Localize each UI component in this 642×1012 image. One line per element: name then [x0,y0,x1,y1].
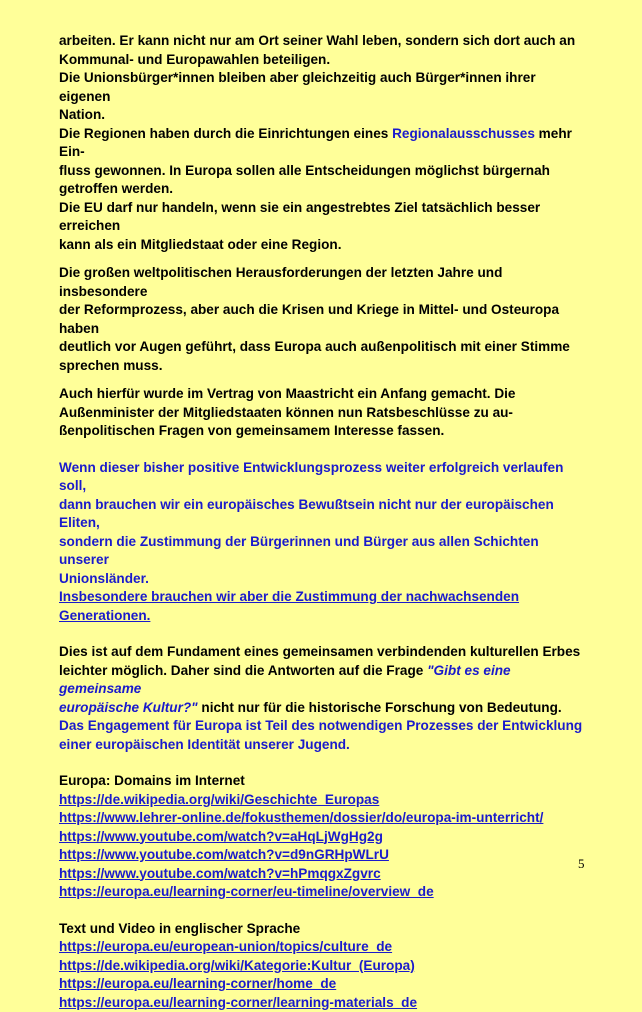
text-line: Die großen weltpolitischen Herausforderungen der letzten Jahre und insbesondere [59,265,503,299]
paragraph-young-generations [59,588,589,625]
spacer [59,441,589,459]
link-youtube-video-1[interactable]: https://www.youtube.com/watch?v=aHqLjWgHg2g [59,828,383,844]
question-quote: "Gibt es eine gemeinsame [59,662,511,696]
link-wikipedia-geschichte-europas[interactable]: https://de.wikipedia.org/wiki/Geschichte_Europas [59,791,380,807]
text-line: Auch hierfür wurde im Vertrag von Maastricht ein Anfang gemacht. Die [59,386,516,401]
text-line: deutlich vor Augen geführt, dass Europa auch außenpolitisch mit einer Stimme [59,339,570,354]
paragraph-subsidiarity [59,199,589,255]
text-line: Nation. [59,107,106,122]
text-line: dann brauchen wir ein europäisches Bewußtsein nicht nur der europäischen Eliten, [59,496,554,530]
spacer [59,625,589,643]
spacer [59,254,589,264]
text-fragment: mehr Ein- [59,125,572,159]
paragraph-eu-citizen-rights [59,32,589,69]
regionalausschuss-term: Regionalausschusses [392,125,535,141]
link-lehrer-online-europa[interactable]: https://www.lehrer-online.de/fokusthemen/dossier/do/europa-im-unterricht/ [59,810,544,825]
text-line: arbeiten. Er kann nicht nur am Ort seiner Wahl leben, sondern sich dort auch an [59,33,576,48]
text-line: Wenn dieser bisher positive Entwicklungsprozess weiter erfolgreich verlaufen soll, [59,459,564,493]
text-line: sondern die Zustimmung der Bürgerinnen und Bürger aus allen Schichten unserer [59,533,539,567]
text-line: Insbesondere brauchen wir aber die Zustimmung der nachwachsenden [59,589,520,604]
link-list-domains [59,791,589,902]
text-line: einer europäischen Identität unserer Jugend. [59,736,350,752]
link-youtube-video-3[interactable]: https://www.youtube.com/watch?v=hPmqgxZgvrc [59,865,381,881]
text-line: Außenminister der Mitgliedstaaten können nun Ratsbeschlüsse zu au- [59,404,513,420]
link-learning-materials[interactable]: https://europa.eu/learning-corner/learning-materials_de [59,994,418,1010]
text-line: Die Unionsbürger*innen bleiben aber gleichzeitig auch Bürger*innen ihrer eigenen [59,70,536,104]
links-heading-domains: Europa: Domains im Internet [59,773,245,788]
paragraph-engagement [59,717,589,754]
text-fragment: nicht nur für die historische Forschung von Bedeutung. [197,699,562,715]
text-line: kann als ein Mitgliedstaat oder eine Region. [59,236,342,252]
page-number: 5 [578,856,585,871]
spacer [59,375,589,385]
text-line: Die EU darf nur handeln, wenn sie ein angestrebtes Ziel tatsächlich besser erreichen [59,199,541,233]
text-line: Generationen. [59,607,151,623]
spacer [59,902,589,920]
paragraph-cultural-heritage [59,643,589,717]
paragraph-union-citizens [59,69,589,125]
link-europa-eu-timeline[interactable]: https://europa.eu/learning-corner/eu-timeline/overview_de [59,884,434,899]
link-list-english [59,938,589,1012]
links-heading-english: Text und Video in englischer Sprache [59,920,301,936]
link-learning-corner-home[interactable]: https://europa.eu/learning-corner/home_de [59,976,337,991]
page-content [59,32,589,1012]
text-line: sprechen muss. [59,357,163,373]
text-line: getroffen werden. [59,181,174,196]
text-line: der Reformprozess, aber auch die Krisen und Kriege in Mittel- und Osteuropa haben [59,302,560,336]
text-fragment: Die Regionen haben durch die Einrichtungen eines [59,125,393,141]
paragraph-maastricht [59,385,589,441]
text-line: Unionsländer. [59,570,149,586]
link-europa-eu-culture[interactable]: https://europa.eu/european-union/topics/culture_de [59,939,393,954]
text-line: Dies ist auf dem Fundament eines gemeinsamen verbindenden kulturellen Erbes [59,644,581,659]
link-wikipedia-kultur-europa[interactable]: https://de.wikipedia.org/wiki/Kategorie:Kultur_(Europa) [59,957,415,973]
text-line: fluss gewonnen. In Europa sollen alle Entscheidungen möglichst bürgernah [59,162,550,178]
spacer [59,754,589,772]
paragraph-foreign-policy-challenges [59,264,589,375]
paragraph-european-awareness [59,459,589,589]
question-quote: europäische Kultur?" [59,699,198,715]
link-youtube-video-2[interactable]: https://www.youtube.com/watch?v=d9nGRHpWLrU [59,847,389,862]
text-line: Kommunal- und Europawahlen beteiligen. [59,51,331,67]
text-line: Das Engagement für Europa ist Teil des notwendigen Prozesses der Entwicklung [59,718,583,733]
text-fragment: leichter möglich. Daher sind die Antworten auf die Frage [59,662,428,678]
paragraph-regions [59,125,589,199]
text-line: ßenpolitischen Fragen von gemeinsamem Interesse fassen. [59,423,445,438]
